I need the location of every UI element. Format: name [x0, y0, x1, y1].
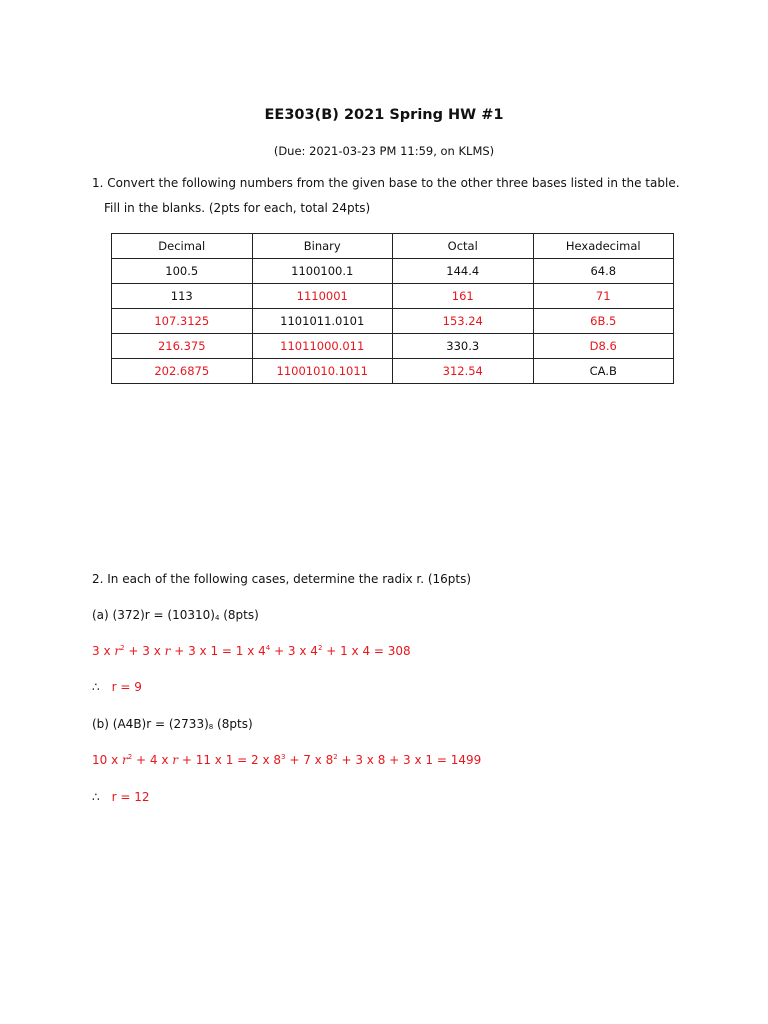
question-2a-text [92, 608, 259, 622]
question-2b-answer [92, 790, 150, 804]
cell-decimal: 113 [112, 284, 253, 309]
header-binary: Binary [252, 234, 393, 259]
eq-variable: r [172, 753, 179, 767]
eq-term: + 3 x 4 [270, 644, 318, 658]
eq-term: + 11 x 1 = 2 x 8 [178, 753, 282, 767]
base-conversion-table [111, 233, 674, 384]
therefore-symbol: ∴ [92, 790, 100, 804]
question-2b-equation [92, 753, 481, 767]
eq-term: + 3 x 1 = 1 x 4 [170, 644, 266, 658]
cell-octal: 144.4 [393, 259, 534, 284]
eq-variable: r [164, 644, 171, 658]
cell-binary: 1101011.0101 [252, 309, 393, 334]
due-date: (Due: 2021-03-23 PM 11:59, on KLMS) [273, 144, 495, 158]
cell-decimal-answer: 202.6875 [112, 359, 253, 384]
cell-hexadecimal-answer: 71 [533, 284, 674, 309]
table-row [112, 259, 674, 284]
cell-octal-answer: 161 [393, 284, 534, 309]
header-decimal: Decimal [112, 234, 253, 259]
q2b-base: 8 [208, 723, 214, 731]
question-2b-text [92, 717, 253, 731]
answer-text: r = 12 [111, 790, 150, 804]
cell-hexadecimal: 64.8 [533, 259, 674, 284]
cell-octal: 330.3 [393, 334, 534, 359]
page-title: EE303(B) 2021 Spring HW #1 [264, 107, 504, 123]
eq-term: + 3 x 8 + 3 x 1 = 1499 [337, 753, 482, 767]
eq-term: 3 x [92, 644, 115, 658]
q2b-prefix: (b) (A4B)r = (2733) [92, 717, 209, 731]
header-hexadecimal: Hexadecimal [533, 234, 674, 259]
eq-term: + 7 x 8 [285, 753, 334, 767]
question-2a-answer [92, 680, 142, 694]
cell-octal-answer: 312.54 [393, 359, 534, 384]
eq-exponent: 2 [120, 644, 125, 652]
eq-term: 10 x [92, 753, 122, 767]
cell-decimal: 100.5 [112, 259, 253, 284]
cell-binary: 1100100.1 [252, 259, 393, 284]
cell-hexadecimal-answer: 6B.5 [533, 309, 674, 334]
question-2-text: 2. In each of the following cases, determine the radix r. (16pts) [92, 572, 472, 586]
question-1-instructions: Fill in the blanks. (2pts for each, total 24pts) [104, 201, 371, 215]
eq-exponent: 3 [281, 753, 286, 761]
header-octal: Octal [393, 234, 534, 259]
cell-binary-answer: 11011000.011 [252, 334, 393, 359]
answer-text: r = 9 [111, 680, 142, 694]
cell-hexadecimal: CA.B [533, 359, 674, 384]
eq-exponent: 2 [317, 644, 323, 652]
cell-binary-answer: 1110001 [252, 284, 393, 309]
cell-binary-answer: 11001010.1011 [252, 359, 393, 384]
table-header-row [112, 234, 674, 259]
q2a-prefix: (a) (372)r = (10310) [92, 608, 215, 622]
question-1-text: 1. Convert the following numbers from the given base to the other three bases listed in the table. [92, 176, 680, 190]
cell-hexadecimal-answer: D8.6 [533, 334, 674, 359]
table-row [112, 309, 674, 334]
q2b-points: (8pts) [213, 717, 253, 731]
cell-decimal-answer: 107.3125 [112, 309, 253, 334]
table-row [112, 334, 674, 359]
eq-variable: r [114, 644, 121, 658]
cell-octal-answer: 153.24 [393, 309, 534, 334]
table-row [112, 284, 674, 309]
eq-exponent: 4 [265, 644, 271, 652]
q2a-points: (8pts) [219, 608, 259, 622]
eq-term: + 4 x [132, 753, 173, 767]
table-row [112, 359, 674, 384]
eq-term: + 3 x [124, 644, 165, 658]
therefore-symbol: ∴ [92, 680, 100, 694]
eq-exponent: 2 [333, 753, 338, 761]
question-2a-equation [92, 644, 411, 658]
eq-variable: r [122, 753, 128, 767]
eq-exponent: 2 [127, 753, 133, 761]
q2a-base: 4 [214, 614, 220, 622]
eq-term: + 1 x 4 = 308 [322, 644, 411, 658]
cell-decimal-answer: 216.375 [112, 334, 253, 359]
